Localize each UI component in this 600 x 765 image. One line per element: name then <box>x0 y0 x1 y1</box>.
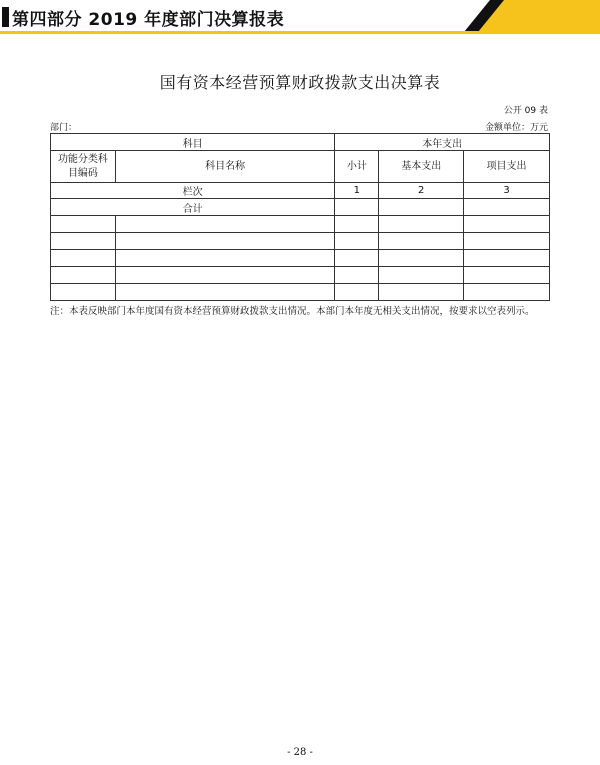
table-cell <box>335 284 379 301</box>
table-cell <box>335 267 379 284</box>
header-code: 功能分类科目编码 <box>51 151 116 183</box>
table-cell <box>335 233 379 250</box>
table-cell <box>115 233 335 250</box>
table-row <box>51 250 550 267</box>
index-label: 栏次 <box>51 183 335 199</box>
table-group-header-row <box>51 134 550 151</box>
table-cell <box>379 233 464 250</box>
section-title: 第四部分 2019 年度部门决算报表 <box>12 10 285 30</box>
table-note: 注：本表反映部门本年度国有资本经营预算财政拨款支出情况。本部门本年度无相关支出情况，按要求以空表列示。 <box>50 306 535 317</box>
table-cell <box>379 267 464 284</box>
table-cell <box>115 216 335 233</box>
index-subtotal: 1 <box>335 183 379 199</box>
table-cell <box>464 233 550 250</box>
header-basic: 基本支出 <box>379 151 464 183</box>
table-cell <box>464 267 550 284</box>
table-cell <box>51 233 116 250</box>
table-row <box>51 284 550 301</box>
table-cell <box>335 250 379 267</box>
table-cell <box>51 216 116 233</box>
table-cell <box>51 250 116 267</box>
table-cell <box>464 250 550 267</box>
department-label: 部门： <box>50 123 78 133</box>
table-row <box>51 233 550 250</box>
section-header <box>0 0 600 34</box>
table-cell <box>379 250 464 267</box>
header-name: 科目名称 <box>115 151 335 183</box>
header-underline <box>0 31 600 34</box>
index-row <box>51 183 550 199</box>
table-cell <box>379 216 464 233</box>
table-cell <box>379 284 464 301</box>
table-cell <box>51 267 116 284</box>
table-cell <box>115 267 335 284</box>
department-row <box>50 120 550 132</box>
index-project: 3 <box>464 183 550 199</box>
header-marker <box>2 7 9 27</box>
index-basic: 2 <box>379 183 464 199</box>
total-subtotal <box>335 199 379 216</box>
total-basic <box>379 199 464 216</box>
table-cell <box>335 216 379 233</box>
total-project <box>464 199 550 216</box>
table-row <box>51 267 550 284</box>
total-row <box>51 199 550 216</box>
header-current-year-expense: 本年支出 <box>335 134 550 151</box>
table-cell <box>115 284 335 301</box>
form-number: 公开 09 表 <box>503 106 548 116</box>
header-project: 项目支出 <box>464 151 550 183</box>
document-title: 国有资本经营预算财政拨款支出决算表 <box>159 73 441 92</box>
table-cell <box>464 284 550 301</box>
table-column-header-row <box>51 151 550 183</box>
table-cell <box>115 250 335 267</box>
page-number: - 28 - <box>287 747 313 758</box>
table-cell <box>51 284 116 301</box>
expense-table <box>50 133 550 301</box>
table-cell <box>464 216 550 233</box>
unit-label: 金额单位：万元 <box>484 123 548 133</box>
header-decoration <box>460 0 600 32</box>
header-subject: 科目 <box>51 134 335 151</box>
table-row <box>51 216 550 233</box>
total-label: 合计 <box>51 199 335 216</box>
header-subtotal: 小计 <box>335 151 379 183</box>
